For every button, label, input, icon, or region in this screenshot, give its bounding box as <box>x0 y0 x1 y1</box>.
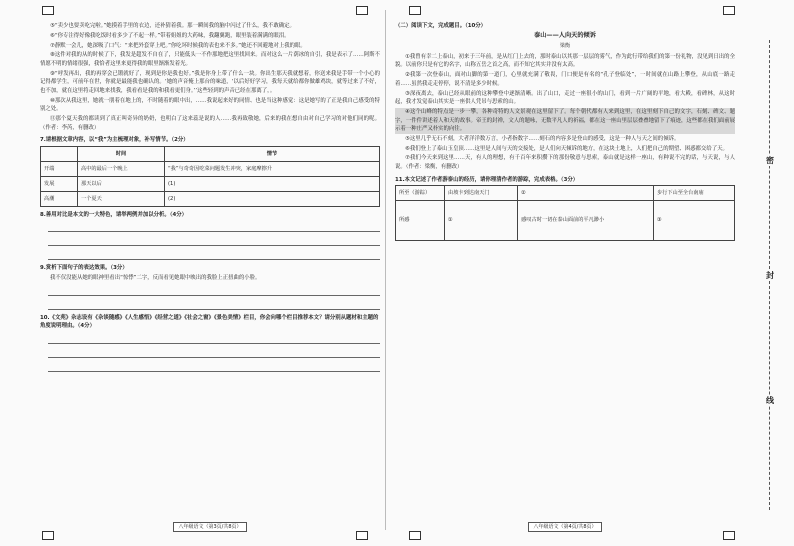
table-cell: 由坡卡到达南天门 <box>445 186 518 201</box>
registration-mark <box>723 531 735 540</box>
table-cell: 高潮 <box>41 191 78 206</box>
question-7: 7.请根据文章内容，以“我”为主梳理对象，补写情节。（2分） <box>40 137 189 144</box>
table-header: 时间 <box>78 146 165 161</box>
exam-page-4 <box>395 22 735 531</box>
answer-line[interactable] <box>48 234 380 246</box>
table-cell: 那天以后 <box>78 176 165 191</box>
paragraph: ⑩那次从我这里，她就一朋着在地上的，不时随着的眼中出，……我说起来好的同情、也是当这种感觉：这是她写的了正是我自己感受的特别之处。 <box>40 97 380 113</box>
table-cell: 感叹古时一切在泰山面前的平凡渺小 <box>518 201 654 241</box>
answer-line[interactable] <box>48 220 380 232</box>
paragraph: ⑤这里几乎无石不刻，大者洋洋数万言，小者指数字……刻石的内容多是登山的感受，这是一种人与天之间的倾诉。 <box>405 135 680 142</box>
answer-cell[interactable]: ③ <box>653 201 734 241</box>
table-row <box>396 186 735 201</box>
paragraph: ⑧这件对我的从的时候了下，我发是超发不自在了，只能低头一不作那地把这里找回来。而对这么一片荫冰的自引，我是表示了……阿斯不情愿不明的情绪很强，我恰者这里来更得我的眼里渐渐发着光。 <box>40 52 380 67</box>
table-cell: 高中的最后一个晚上 <box>78 161 165 176</box>
answer-cell[interactable]: (1) <box>165 176 380 191</box>
seal-mark: 线 <box>762 395 778 406</box>
paragraph: ⑪那个夏天我的都读到了真正叫奇异的奶奶，也明白了这来蕊是说的人……我再致敬她，后来的我在想自由对自己学习的对他们同的呢。（作者：李芮，有删改） <box>40 116 380 131</box>
table-cell: 一个夏天 <box>78 191 165 206</box>
question-10: 10.《文苑》杂志设有《杂谈随感》《人生感悟》《经营之道》《社会之窗》《景色美情》栏目，你会向哪个栏目推荐本文？请分别从题材和主题的角度说明理由。（4分） <box>40 314 379 330</box>
question-9: 9.赏析下面句子的表达效果。（3分） <box>40 265 128 272</box>
binding-margin <box>758 40 782 510</box>
paragraph: ⑥我们登上了泰山玉皇顶……这里是人间与天的交接处，是人们向天倾诉的地方，在这块土地上，人们把自己的期望、困惑都交给了天。 <box>405 145 728 152</box>
answer-line[interactable] <box>48 284 380 296</box>
seal-mark: 封 <box>762 270 778 281</box>
page-gutter <box>385 10 386 530</box>
registration-mark <box>42 531 54 540</box>
answer-line[interactable] <box>48 298 380 310</box>
paragraph: ⑥“你专注得好像我吃饭时看多少了不起一样。”带着姐姐的大药味，我翻翼跑，眼里装着满满的眼泪。 <box>50 32 290 39</box>
table-cell: 发展 <box>41 176 78 191</box>
journey-table <box>395 185 735 241</box>
table-header: 情节 <box>165 146 380 161</box>
registration-mark <box>723 6 735 15</box>
page-number: 八年级语文（第4页/共8页） <box>528 522 601 532</box>
answer-line[interactable] <box>48 360 380 372</box>
paragraph: ②我第一次登泰山，面对山脚的第一道门，心里就充满了敬畏，门口便是有名的“孔子登临处”，一时间就在山路上攀登，从山底一路走着……虽然我走走停停，说不清是多少时候。 <box>395 72 735 87</box>
answer-line[interactable] <box>48 332 380 344</box>
paragraph: ③深夜离去，泰山已经从眼前的这种攀登中逐渐清晰。出了山口，走过一座很小的山门，看到一片广阔的平地，看大殿，看碑林，从这时起，我才发觉泰山其实是一座供人凭吊与思索的山。 <box>395 90 735 106</box>
table-row <box>41 161 380 176</box>
table-row <box>41 191 380 206</box>
registration-mark <box>409 531 421 540</box>
table-row <box>41 176 380 191</box>
highlighted-paragraph: ④这个山峰的特点是一步一攀，各种奇特的人文景观在这里留下了。每个朝代都有人来到这里，在这里刻下自己的文字，石刻、碑文、题字，一件件讲述着人和天的故事。帝王的封禅，文人的题咏，无数平凡人的祈福，都在这一座山里层层叠叠地留下了痕迹，这些都在我们面前展示着一种庄严又朴实的向往。 <box>395 108 735 133</box>
table-cell-text: 步行下山至 <box>656 189 683 196</box>
plot-table <box>40 146 380 207</box>
answer-cell[interactable]: (2) <box>165 191 380 206</box>
paragraph: ①我曾有幸二上泰山，初来于三年前，是从红门上去的，那时泰山以其那一层层的雾气，作为此行带给我们的第一份礼物，没见到日出的全貌。以前你只是有它的名字，山称五岳之首之高，而不知它其实并没有太高。 <box>395 53 735 69</box>
table-cell: 开端 <box>41 161 78 176</box>
paragraph: ⑦我们今天来到这里……天，有人的理想，有千百年来积攒下的那份敬意与思索，泰山就是这样一座山，有种说不完的话，与天说，与人说。（作者：梁衡，有删改） <box>395 155 735 171</box>
quoted-sentence: 我不仅没能从她的眼神里看出“惊悸”二字，反而看见她眼中映出的我脸上正扭曲的小脸。 <box>50 275 261 282</box>
question-11: 11.本文记述了作者游泰山的经历，请你理清作者的游踪，完成表格。（3分） <box>395 176 579 183</box>
registration-mark <box>409 6 421 15</box>
answer-line[interactable] <box>48 248 380 260</box>
table-cell: “我”与奇奇因吃菜问题发生冲突，家庭摩擦升 <box>165 161 380 176</box>
section-heading: （二）阅读下文，完成题目。（10分） <box>395 23 487 29</box>
registration-mark <box>356 531 368 540</box>
paragraph: ⑦静默一会儿，她深吸了口气：“来把外套穿上吧。”你吃坏时候我的表也来不多。”她还不回避地对上我的眼。 <box>50 42 306 49</box>
exam-page-3 <box>40 22 380 531</box>
answer-line[interactable] <box>48 346 380 358</box>
seal-mark: 密 <box>762 155 778 166</box>
answer-cell[interactable]: ② <box>518 186 654 201</box>
article-author: 梁衡 <box>559 43 570 50</box>
table-cell <box>653 186 734 201</box>
registration-mark <box>356 6 368 15</box>
question-8: 8.善用对比是本文的一大特色，请举两例并加以分析。（4分） <box>40 211 188 218</box>
article-title: 泰山——人向天的倾诉 <box>534 31 596 39</box>
table-cell-text: 全台南庙 <box>682 189 704 196</box>
page-footer <box>40 523 380 532</box>
registration-mark <box>42 6 54 15</box>
table-row <box>396 201 735 241</box>
paragraph: ⑨“呼发再出，我的再穿会已锻就好了，现到是你是我也好。”我是你身上带了什么一块。你出生那天我就想着，你送来我是手带一个小心的记得都学生，可前年在世，你就是最能我也确认的。‘她的声音掩上那台的味道，‘以后好好学习，我每天就给都你做雄鸡块，就等过来了不好，也不加，就在这里将走回地来找我，我看看是我的和我看更们身。’’这些轻到的声音已经在那离了，。 <box>40 70 380 94</box>
table-cell: 所至（游踪） <box>396 186 445 201</box>
table-cell: 所感 <box>396 201 445 241</box>
answer-cell[interactable]: ① <box>445 201 518 241</box>
paragraph: ⑤“卖少也要卖吃完啦。”她摸着手里的衣边，还补猜着我。那一瞬间我的脑中闪过了什么，我不敢确定。 <box>50 23 295 29</box>
table-header <box>41 146 78 161</box>
page-footer <box>395 523 735 532</box>
page-number: 八年级语文（第3页/共8页） <box>173 522 246 532</box>
